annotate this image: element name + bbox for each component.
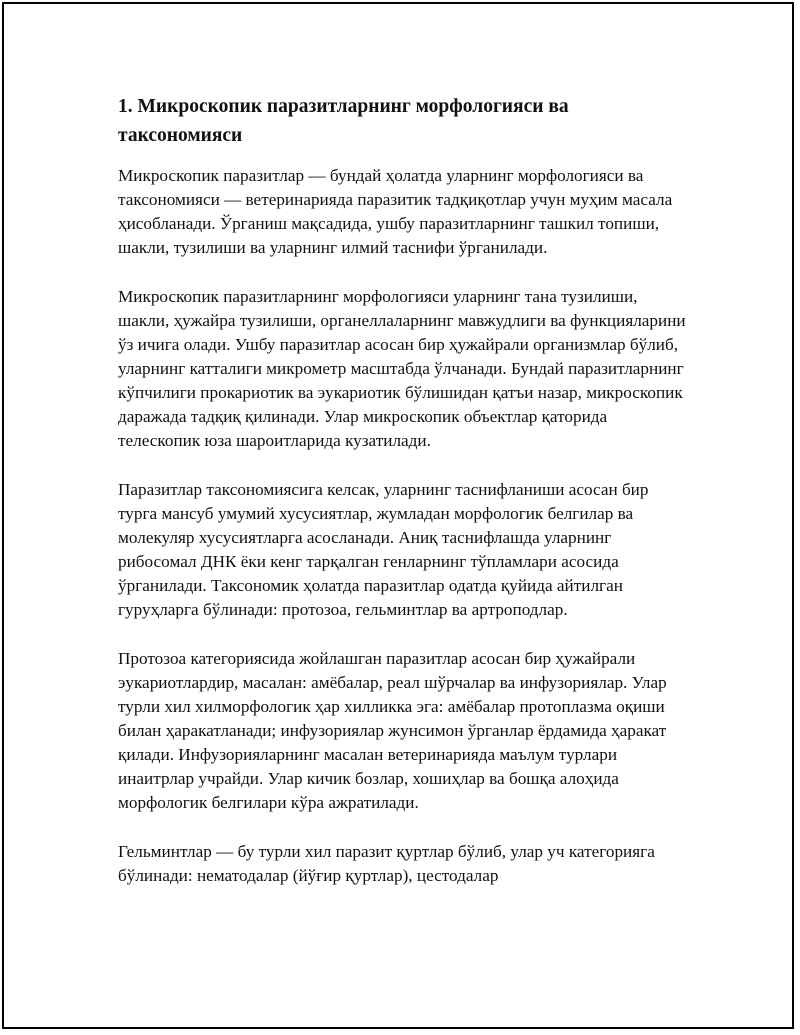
document-body <box>118 92 688 913</box>
paragraph-taxonomy: Паразитлар таксономиясига келсак, уларнинг таснифланиши асосан бир турга мансуб умумий хусусиятлар, жумладан морфологик белгилар ва молекуляр хусусиятларга асосланади. Аниқ таснифлашда уларнинг рибосомал ДНК ёки кенг тарқалган генларнинг тўпламлари асосида ўрганилади. Таксономик ҳолатда паразитлар одатда қуйида айтилган гуруҳларга бўлинади: протозоа, гельминтлар ва артроподлар. <box>118 480 649 619</box>
paragraph-helminths: Гельминтлар — бу турли хил паразит қуртлар бўлиб, улар уч категорияга бўлинади: нематодалар (йўғир қуртлар), цестодалар <box>118 842 655 885</box>
paragraph-intro: Микроскопик паразитлар — бундай ҳолатда уларнинг морфологияси ва таксономияси — ветеринарияда паразитик тадқиқотлар учун муҳим масала ҳисобланади. Ўрганиш мақсадида, ушбу паразитларнинг ташкил топиши, шакли, тузилиши ва уларнинг илмий таснифи ўрганилади. <box>118 166 673 257</box>
document-title: 1. Микроскопик паразитларнинг морфологияси ва таксономияси <box>118 96 569 146</box>
paragraph-protozoa: Протозоа категориясида жойлашган паразитлар асосан бир ҳужайрали эукариотлардир, масалан: амёбалар, реал шўрчалар ва инфузориялар. Улар турли хил хилморфологик ҳар хилликка эга: амёбалар протоплазма оқиши билан ҳаракатланади; инфузориялар жунсимон ўрганлар ёрдамида ҳаракат қилади. Инфузорияларнинг масалан ветеринарияда маълум турлари инаитрлар учрайди. Улар кичик бозлар, хошиҳлар ва бошқа алоҳида морфологик белгилари кўра ажратилади. <box>118 649 667 812</box>
paragraph-morphology: Микроскопик паразитларнинг морфологияси уларнинг тана тузилиши, шакли, ҳужайра тузилиши, органеллаларнинг мавжудлиги ва функцияларини ўз ичига олади. Ушбу паразитлар асосан бир ҳужайрали организмлар бўлиб, уларнинг катталиги микрометр масштабда ўлчанади. Бундай паразитларнинг кўпчилиги прокариотик ва эукариотик бўлишидан қатъи назар, микроскопик даражада тадқиқ қилинади. Улар микроскопик объектлар қаторида телескопик юза шароитларида кузатилади. <box>118 287 686 450</box>
